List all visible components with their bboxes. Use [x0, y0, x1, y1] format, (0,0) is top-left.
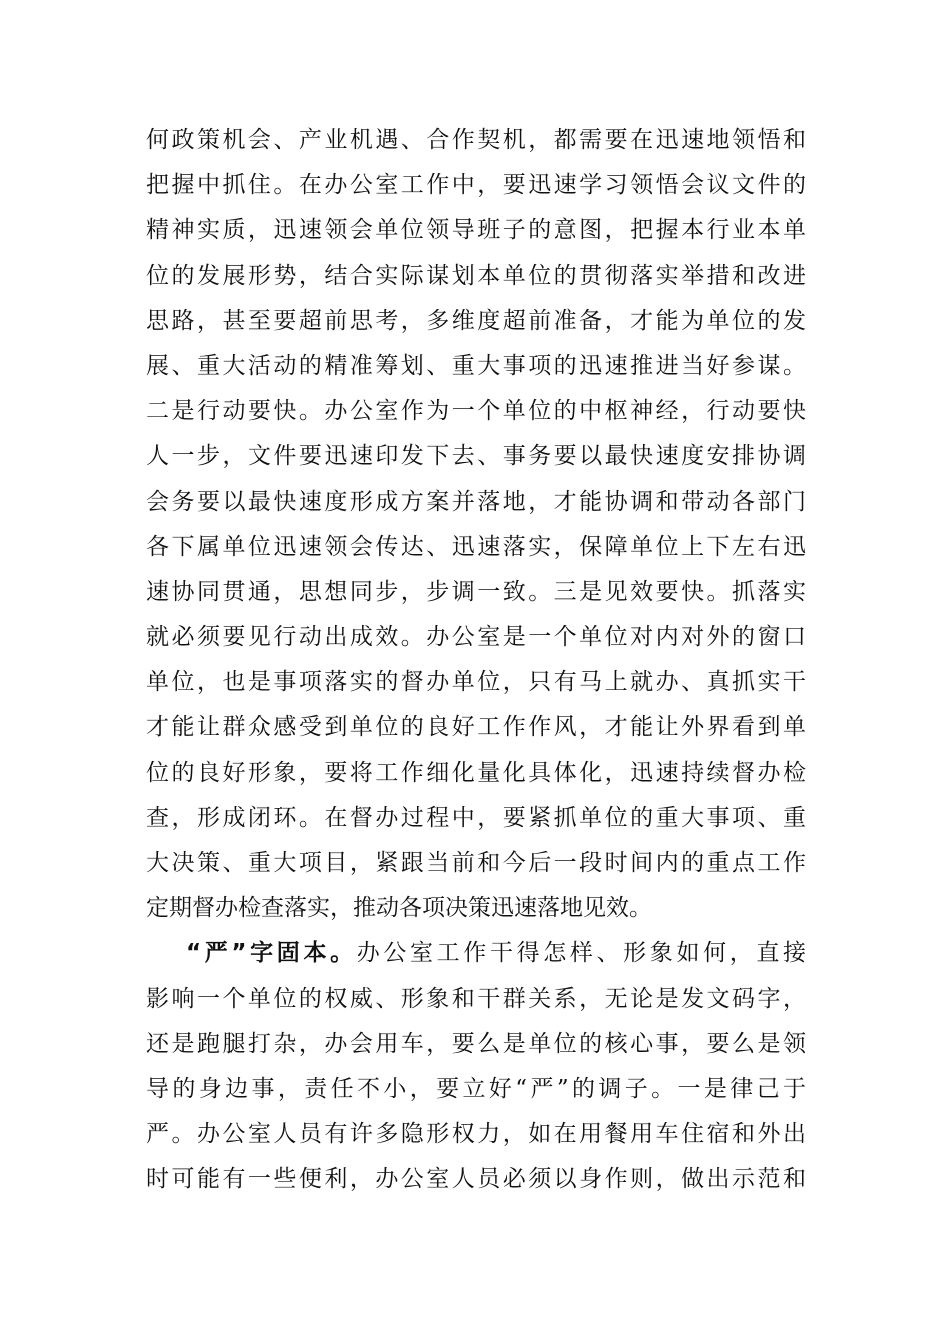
- text-line: 位的良好形象，要将工作细化量化具体化，迅速持续督办检: [146, 759, 806, 786]
- text-line: 导的身边事，责任不小，要立好“严”的调子。一是律己于: [146, 1075, 806, 1102]
- text-line: 速协同贯通，思想同步，步调一致。三是见效要快。抓落实: [146, 578, 806, 605]
- text-line: 时可能有一些便利，办公室人员必须以身作则，做出示范和: [146, 1166, 806, 1193]
- text-line-rest: 办公室工作干得怎样、形象如何，直接: [356, 940, 807, 967]
- text-line: 位的发展形势，结合实际谋划本单位的贯彻落实举措和改进: [146, 262, 806, 289]
- text-line: [146, 931, 806, 976]
- text-line: 人一步，文件要迅速印发下去、事务要以最快速度安排协调: [146, 443, 806, 470]
- text-line: 单位，也是事项落实的督办单位，只有马上就办、真抓实干: [146, 669, 806, 696]
- text-line: 大决策、重大项目，紧跟当前和今后一段时间内的重点工作: [146, 850, 806, 876]
- document-page: [146, 118, 806, 1203]
- section-heading: “严”字固本。: [186, 940, 357, 967]
- text-line: 二是行动要快。办公室作为一个单位的中枢神经，行动要快: [146, 398, 806, 425]
- text-line: 思路，甚至要超前思考，多维度超前准备，才能为单位的发: [146, 307, 806, 334]
- text-line: 就必须要见行动出成效。办公室是一个单位对内对外的窗口: [146, 624, 806, 651]
- text-line: 何政策机会、产业机遇、合作契机，都需要在迅速地领悟和: [146, 127, 806, 153]
- text-line: 会务要以最快速度形成方案并落地，才能协调和带动各部门: [146, 488, 806, 515]
- text-line: 把握中抓住。在办公室工作中，要迅速学习领悟会议文件的: [146, 172, 806, 199]
- text-line: 还是跑腿打杂，办会用车，要么是单位的核心事，要么是领: [146, 1030, 806, 1057]
- text-line: 定期督办检查落实，推动各项决策迅速落地见效。: [146, 895, 652, 922]
- text-line: 查，形成闭环。在督办过程中，要紧抓单位的重大事项、重: [146, 804, 806, 831]
- text-line: 才能让群众感受到单位的良好工作作风，才能让外界看到单: [146, 714, 806, 741]
- paragraph-1: [146, 118, 806, 931]
- text-line: 精神实质，迅速领会单位领导班子的意图，把握本行业本单: [146, 217, 806, 244]
- text-line: 展、重大活动的精准筹划、重大事项的迅速推进当好参谋。: [146, 352, 806, 379]
- paragraph-2: [146, 931, 806, 1202]
- text-line: 严。办公室人员有许多隐形权力，如在用餐用车住宿和外出: [146, 1121, 806, 1148]
- text-line: 各下属单位迅速领会传达、迅速落实，保障单位上下左右迅: [146, 533, 806, 560]
- text-line: 影响一个单位的权威、形象和干群关系，无论是发文码字，: [146, 985, 806, 1012]
